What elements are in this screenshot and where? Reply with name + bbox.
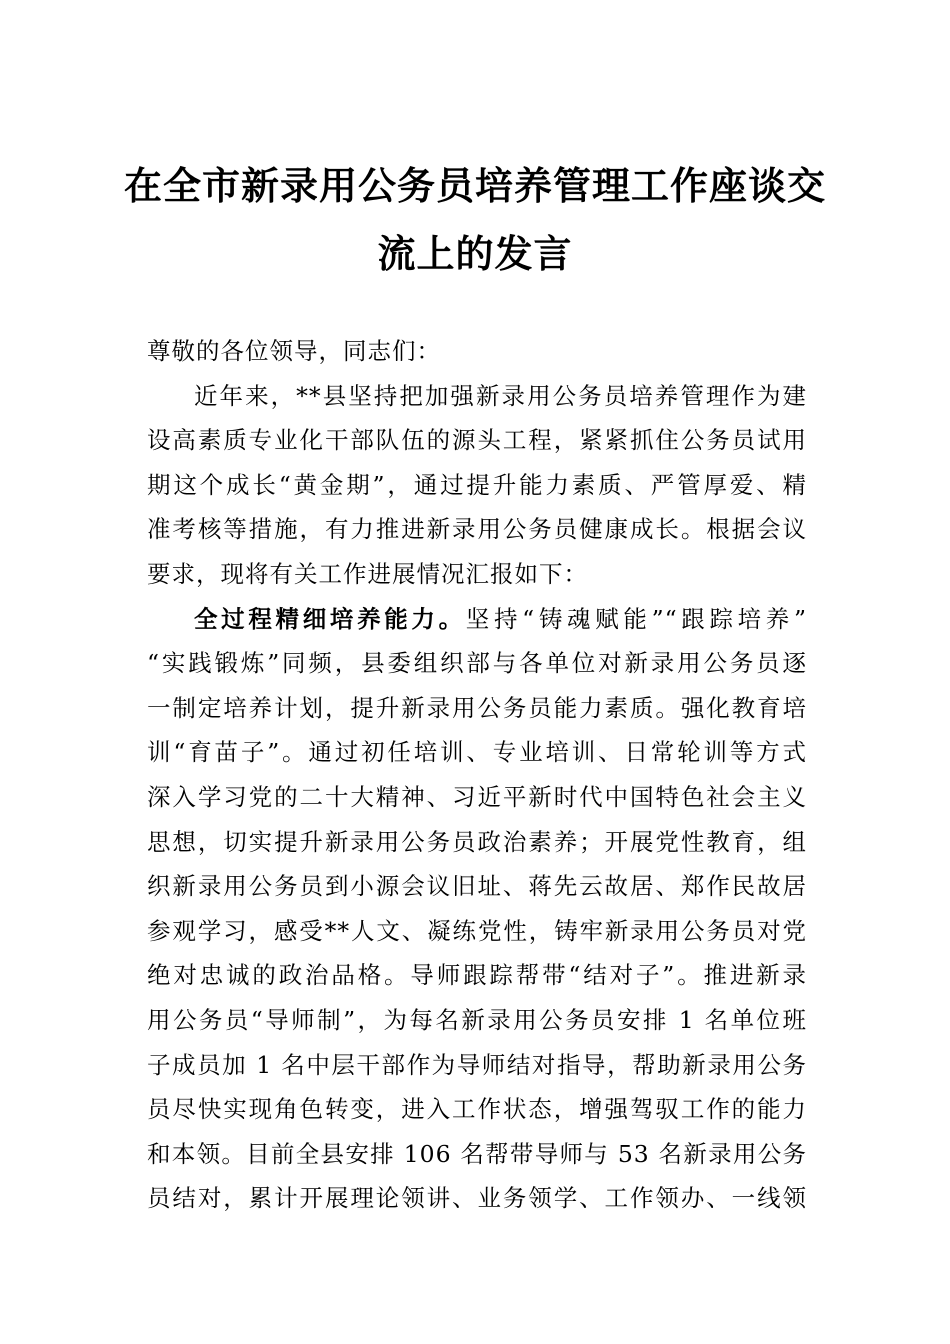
section-1-line: “实践锻炼”同频，县委组织部与各单位对新录用公务员逐 (147, 649, 807, 678)
section-1-line: 深入学习党的二十大精神、习近平新时代中国特色社会主义 (147, 782, 807, 811)
section-1-line: 和本领。目前全县安排 106 名帮带导师与 53 名新录用公务 (147, 1139, 807, 1168)
section-1-first-line (147, 597, 807, 642)
paragraph-1-line: 准考核等措施，有力推进新录用公务员健康成长。根据会议 (147, 515, 807, 544)
section-1-heading: 全过程精细培养能力。 (194, 604, 466, 633)
section-1-line: 思想，切实提升新录用公务员政治素养；开展党性教育，组 (147, 827, 807, 856)
section-1-line: 员尽快实现角色转变，进入工作状态，增强驾驭工作的能力 (147, 1095, 807, 1124)
section-1-line: 织新录用公务员到小源会议旧址、蒋先云故居、郑作民故居 (147, 872, 807, 901)
paragraph-1-line: 期这个成长“黄金期”，通过提升能力素质、严管厚爱、精 (147, 470, 807, 499)
section-1-first-line-text: 坚持“铸魂赋能”“跟踪培养” (465, 604, 808, 633)
paragraph-1-line: 近年来，**县坚持把加强新录用公务员培养管理作为建 (194, 381, 807, 410)
salutation: 尊敬的各位领导，同志们： (147, 337, 441, 365)
document-title-line-2: 流上的发言 (377, 231, 573, 276)
document-title-line-1: 在全市新录用公务员培养管理工作座谈交 (123, 163, 826, 208)
document-body (147, 329, 807, 1221)
paragraph-1-line: 要求，现将有关工作进展情况汇报如下： (147, 559, 588, 588)
section-1-line: 员结对，累计开展理论领讲、业务领学、工作领办、一线领 (147, 1184, 807, 1213)
section-1-line: 用公务员“导师制”，为每名新录用公务员安排 1 名单位班 (147, 1005, 807, 1034)
section-1-line: 子成员加 1 名中层干部作为导师结对指导，帮助新录用公务 (147, 1050, 807, 1079)
section-1-line: 训“育苗子”。通过初任培训、专业培训、日常轮训等方式 (147, 738, 807, 767)
section-1-line: 参观学习，感受**人文、凝练党性，铸牢新录用公务员对党 (147, 916, 807, 945)
paragraph-1-line: 设高素质专业化干部队伍的源头工程，紧紧抓住公务员试用 (147, 426, 807, 455)
section-1-line: 一制定培养计划，提升新录用公务员能力素质。强化教育培 (147, 693, 807, 722)
section-1-line: 绝对忠诚的政治品格。导师跟踪帮带“结对子”。推进新录 (147, 961, 807, 990)
